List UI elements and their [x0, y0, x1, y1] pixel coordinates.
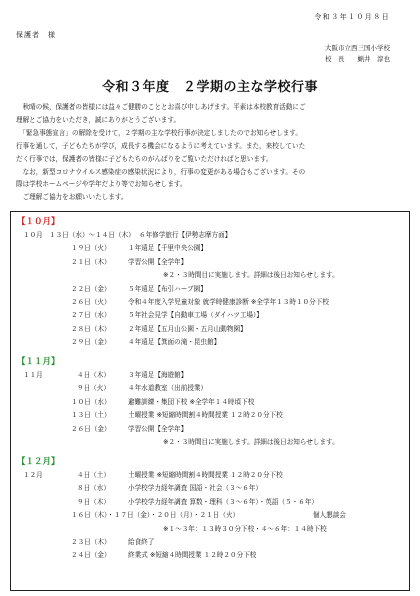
event-text: 土曜授業 ※短縮時間割４時間授業 １２時２０分下校: [128, 471, 283, 479]
event-date: ４日（木）: [77, 371, 110, 379]
event-date: ２８日（木）: [71, 324, 111, 333]
intro-line: 行事を通して，子どもたちが学び，成長する機会になるように考えています。また，来校していた: [16, 141, 306, 150]
event-text: 個人懇談会: [313, 511, 346, 520]
event-text: ２年遠足【五月山公園・五月山動物園】: [128, 324, 247, 333]
event-text: 終業式 ※短縮４時間授業 １２時２０分下校: [128, 551, 257, 560]
event-text: 給食終了: [128, 537, 155, 546]
event-row: [11, 309, 409, 322]
event-date: ２１日（木）: [71, 257, 111, 266]
event-note: [11, 436, 409, 449]
event-row: [11, 296, 409, 309]
event-row: [11, 283, 409, 296]
event-row: [11, 536, 409, 549]
intro-line: 秋晴の候，保護者の皆様には益々ご健勝のこととお喜び申しあげます。平素は本校教育活動にご: [16, 103, 306, 111]
event-date: １３日（土）: [71, 411, 111, 420]
principal-name: 校 長 蝋井 淳也: [325, 55, 390, 63]
event-date: ９日（火）: [77, 384, 110, 393]
section-december: [11, 456, 409, 563]
event-note: [11, 269, 409, 282]
event-text: 土曜授業 ※短縮時間割４時間授業 １２時２０分下校: [128, 411, 283, 420]
intro-line: なお，新型コロナウイルス感染症の感染状況により，行事の変更がある場合もございます。その: [16, 167, 306, 176]
event-date: １３日（水）～１４日（木）: [49, 231, 135, 239]
event-row: [11, 396, 409, 409]
event-row: [11, 409, 409, 422]
school-name: 大阪市立西三国小学校: [325, 44, 390, 52]
section-heading: 【１２月】: [17, 457, 60, 467]
event-text: ６年修学旅行【伊勢志摩方面】: [139, 231, 232, 239]
event-note: [11, 523, 409, 536]
intro-line: ご理解ご協力をお願いいたします。: [16, 193, 128, 202]
event-text: ４年水道教室（出前授業）: [128, 384, 208, 393]
event-text: ５年社会見学【自動車工場（ダイハツ工場）】: [128, 311, 263, 320]
event-text: 学習公開【全学年】: [128, 424, 188, 433]
intro-line: 際は学校ホームページや学年だより等でお知らせします。: [16, 180, 187, 189]
page-title: 令和３年度 ２学期の主な学校行事: [101, 80, 318, 95]
section-november: [11, 356, 409, 449]
recipient: 保護者 様: [16, 31, 56, 39]
intro-line: だく行事では，保護者の皆様に子どもたちのがんばりをご覧いただければと思います。: [16, 154, 273, 163]
intro-text: [16, 101, 408, 204]
event-text: 令和４年度入学児童対象 就学時健康診断 ※全学年１３時１０分下校: [128, 297, 329, 306]
issue-date: 令和３年１０月８日: [314, 13, 390, 21]
event-text: ４年遠足【箕面の滝・昆虫館】: [128, 338, 221, 347]
event-month: １２月: [23, 471, 43, 479]
event-text: 小学校学力経年調査 国語・社会（３～６年）: [128, 484, 262, 493]
event-month: １０月: [23, 231, 43, 239]
event-row: [11, 229, 409, 242]
event-row: [11, 496, 409, 509]
intro-line: 理解とご協力をいただき，誠にありがとうございます。: [16, 115, 181, 124]
event-text: ５年遠足【布引ハーブ園】: [128, 284, 207, 293]
event-date: ２３日（木）: [71, 537, 111, 546]
section-heading: 【１１月】: [17, 357, 60, 367]
event-date: ４日（土）: [77, 471, 110, 479]
event-row: [11, 482, 409, 495]
event-text: ３年遠足【海遊館】: [128, 371, 188, 379]
event-row: [11, 549, 409, 562]
event-date: ２２日（金）: [71, 284, 111, 293]
event-row: [11, 382, 409, 395]
event-date: ２６日（火）: [71, 297, 111, 306]
event-date: ２６日（金）: [71, 424, 111, 433]
event-row: [11, 323, 409, 336]
event-text: １年遠足【千里中央公園】: [128, 244, 208, 253]
event-row: [11, 336, 409, 349]
schedule-box: [10, 211, 410, 591]
sender-block: [325, 43, 390, 65]
event-row: [11, 256, 409, 269]
event-date: １９日（火）: [71, 244, 111, 253]
event-row: [11, 242, 409, 255]
section-october: [11, 216, 409, 350]
event-text: 小学校学力経年調査 算数・理科（３～６年）・英語（５・６年）: [128, 497, 319, 506]
event-date: ２４日（金）: [71, 551, 111, 560]
intro-line: 「緊急事態宣言」の解除を受けて，２学期の主な学校行事が決定しましたのでお知らせします。: [16, 128, 302, 137]
event-date: １０日（水）: [71, 397, 111, 406]
event-date: ９日（木）: [77, 497, 110, 506]
event-text: 避難訓練・集団下校 ※全学年１４時頃下校: [128, 397, 255, 406]
event-date: １６日（木）・１７日（金）・２０日（月）・２１日（火）: [71, 511, 240, 520]
event-row: [11, 423, 409, 436]
event-text: 学習公開【全学年】: [128, 257, 188, 266]
event-date: ２７日（水）: [71, 311, 111, 320]
event-date: ８日（水）: [77, 484, 110, 493]
event-row: [11, 369, 409, 382]
event-month: １１月: [23, 371, 43, 379]
event-text: ※１～３年：１３時３０分下校・４～６年：１４時下校: [163, 524, 327, 533]
section-heading: 【１０月】: [17, 217, 60, 227]
event-text: ※２・３時間目に実施します。詳細は後日お知らせします。: [163, 271, 339, 280]
event-row: [11, 469, 409, 482]
event-date: ２９日（金）: [71, 338, 111, 347]
event-text: ※２・３時間目に実施します。詳細は後日お知らせします。: [163, 437, 339, 446]
event-row: [11, 509, 409, 522]
